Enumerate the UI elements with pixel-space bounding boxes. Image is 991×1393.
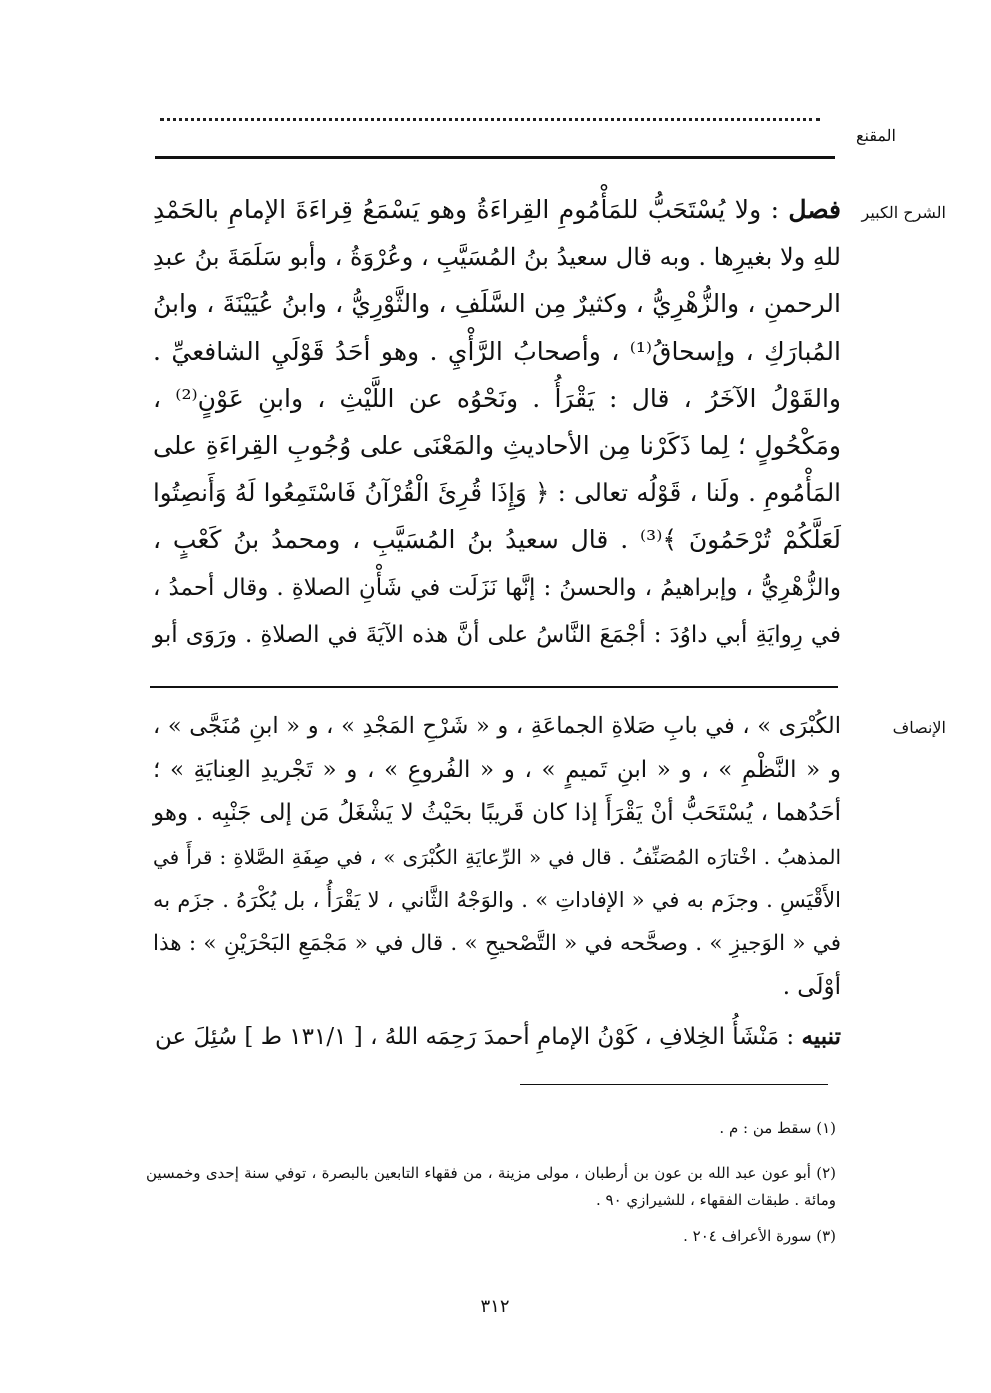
line-text: المُبارَكِ ، وإسحاقُ⁽¹⁾ ، وأصحابُ الرَّأْيِ . وهو أحَدُ قَوْلَيِ الشافعيِّ . [153, 336, 841, 366]
header-rule [155, 156, 835, 159]
page-number: ٣١٢ [480, 1296, 510, 1317]
sharh-line [153, 289, 841, 319]
footnote-line: (٣) سورة الأعراف ٢٠٤ . [683, 1227, 836, 1245]
line-text: في « الوَجيزِ » . وصحَّحه في « التَّصْحيحِ » . قال في « مَجْمَعِ البَحْرَيْنِ » : هذا [153, 930, 841, 956]
bold-lead-word: فصل [788, 195, 841, 224]
insaf-line [153, 973, 841, 1001]
running-title: المقنع [855, 126, 896, 145]
line-text: أحَدُهما ، يُسْتَحَبُّ أنْ يَقْرَأَ إذا كان قَريبًا بحَيْثُ لا يَشْغَلُ مَن إلى جَنْبِه . وهو [153, 800, 841, 826]
insaf-line [153, 712, 841, 740]
insaf-line [153, 843, 841, 871]
insaf-line [153, 1023, 841, 1051]
line-text: الرحمنِ ، والزُّهْرِيُّ ، وكثيرٌ مِن السَّلَفِ ، والثَّوْرِيُّ ، وابنُ عُيَيْنَةَ ، وابنُ [153, 289, 841, 319]
sharh-line [153, 620, 841, 650]
footnote-separator [520, 1084, 828, 1085]
insaf-line [153, 930, 841, 958]
line-text: للهِ ولا بغيرِها . وبه قال سعيدُ بنُ المُسَيَّبِ ، وعُرْوَةُ ، وأبو سَلَمَةَ بنُ عبدِ [152, 243, 841, 272]
line-text: في رِوايَةِ أبي داوُدَ : أجْمَعَ النَّاسُ على أنَّ هذه الآيَةَ في الصلاةِ . ورَوَى أبو [153, 621, 841, 648]
footnote-line: ومائة . طبقات الفقهاء ، للشيرازي ٩٠ . [595, 1191, 836, 1209]
insaf-line [153, 799, 841, 827]
sharh-line [153, 525, 841, 555]
insaf-line [153, 756, 841, 784]
line-text: الأَقْيَسِ . وجزَم به في « الإفاداتِ » . والوَجْهُ الثَّاني ، لا يَقْرَأُ ، بل يُكْرَهُ . جزَم به [153, 888, 841, 912]
line-text: ومَكْحُولٍ ؛ لِما ذَكَرْنا مِن الأحاديثِ والمَعْنَى على وُجُوبِ القِراءَةِ على [153, 431, 841, 460]
sharh-line [153, 195, 841, 225]
line-text: المذهبُ . اخْتارَه المُصَنِّفُ . قال في « الرِّعايَةِ الكُبْرَى » ، في صِفَةِ الصَّلاةِ : قرأَ في [153, 844, 841, 869]
line-text: : ولا يُسْتَحَبُّ للمَأْمُومِ القِراءَةُ وهو يَسْمَعُ قِراءَةَ الإمامِ بالحَمْدِ [153, 195, 789, 224]
header-dotted-rule [160, 118, 820, 133]
bold-lead-word: تنبيه [801, 1022, 841, 1050]
line-text: والزُّهْرِيُّ ، وإبراهيمُ ، والحسنُ : إنَّها نَزَلَت في شَأْنِ الصلاةِ . وقال أحمدُ ، [153, 574, 841, 601]
sharh-line [153, 478, 841, 508]
sharh-line [153, 242, 841, 272]
margin-label-sharh: الشرح الكبير [861, 203, 946, 222]
sharh-line [153, 337, 841, 367]
footnote-line: (٢) أبو عون عبد الله بن عون بن أرطبان ، مولى مزينة ، من فقهاء التابعين بالبصرة ، توفي سنة إحدى وخمسين [146, 1164, 836, 1182]
sharh-line [153, 384, 841, 414]
sharh-line [153, 573, 841, 603]
line-text: و « النَّظْمِ » ، و « ابنِ تَميمٍ » ، و « الفُروعِ » ، و « تَجْريدِ العِنايَةِ » ؛ [153, 756, 841, 783]
sharh-line [153, 431, 841, 461]
line-text: المَأْمُومِ . ولَنا ، قَوْلُه تعالى : ﴿ وَإِذَا قُرِئَ الْقُرْآنُ فَاسْتَمِعُوا لَهُ وَأَنصِتُوا [153, 478, 841, 508]
line-text: الكُبْرَى » ، في بابِ صَلاةِ الجماعَةِ ، و « شَرْحِ المَجْدِ » ، و « ابنِ مُنَجَّى » ، [153, 713, 841, 739]
insaf-line [153, 886, 841, 914]
line-text: لَعَلَّكُمْ تُرْحَمُونَ ﴾⁽³⁾ . قال سعيدُ بنُ المُسَيَّبِ ، ومحمدُ بنُ كَعْبٍ ، [153, 525, 841, 555]
line-text: أوْلَى . [782, 974, 841, 1000]
margin-label-insaf: الإنصاف [892, 718, 946, 737]
section-divider [150, 686, 838, 688]
line-text: : مَنْشَأُ الخِلافِ ، كَوْنُ الإمامِ أحمدَ رَحِمَه اللهُ ، [ ١٣١/١ ط ] سُئِلَ عن [154, 1023, 802, 1050]
footnote-line: (١) سقط من : م . [719, 1119, 836, 1137]
line-text: والقَوْلُ الآخَرُ ، قال : يَقْرَأُ . ونَحْوُه عن اللَّيْثِ ، وابنِ عَوْنٍ⁽²⁾ ، [153, 383, 841, 413]
